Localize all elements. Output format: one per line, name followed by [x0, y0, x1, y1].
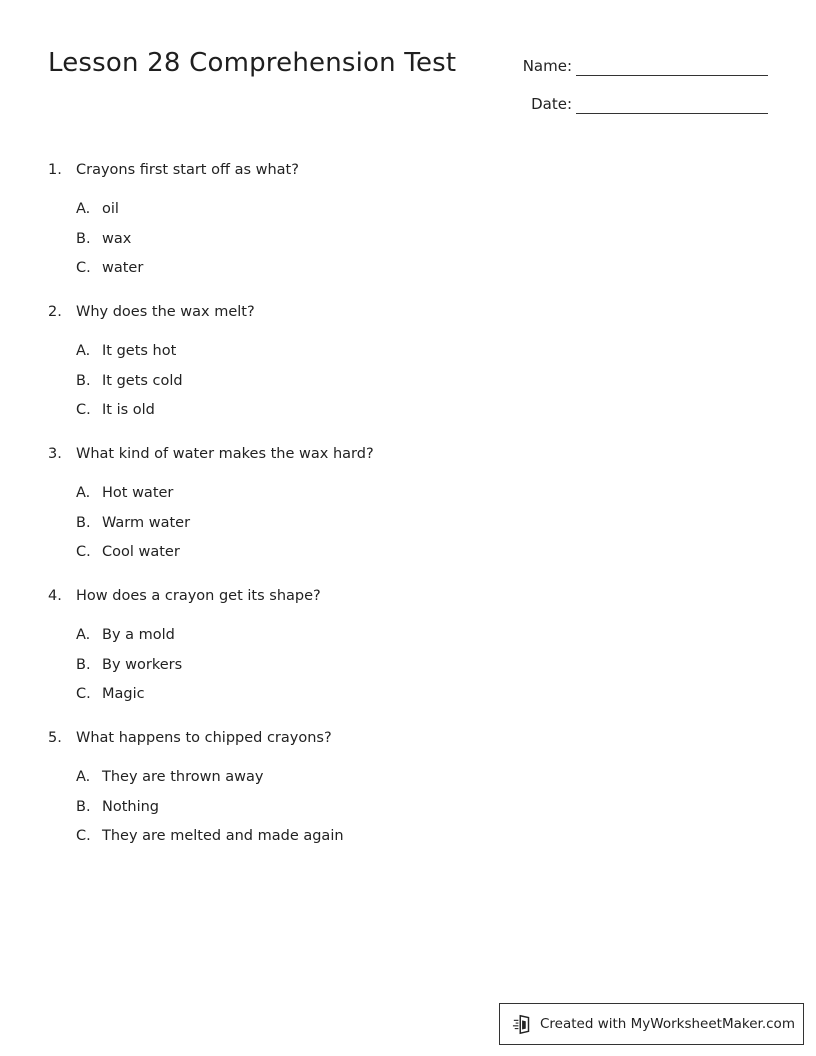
answer-choice: [48, 684, 748, 704]
choice-text: Nothing: [102, 798, 160, 815]
name-blank-line: [576, 54, 768, 76]
choice-letter: B.: [76, 798, 91, 815]
choice-text: It gets cold: [102, 372, 183, 389]
question-stem: [48, 726, 748, 750]
choice-letter: B.: [76, 230, 91, 247]
answer-choices: [48, 625, 748, 704]
answer-choice: [48, 258, 748, 278]
question-stem: [48, 158, 748, 182]
date-label: Date:: [531, 95, 572, 113]
choice-text: Hot water: [102, 485, 174, 501]
choice-letter: A.: [76, 769, 91, 785]
answer-choice: [48, 371, 748, 391]
question-number: 1.: [48, 162, 62, 178]
choice-text: oil: [102, 201, 119, 217]
choice-letter: A.: [76, 485, 91, 501]
question-text: Crayons first start off as what?: [76, 162, 299, 178]
choice-text: It is old: [102, 402, 155, 418]
answer-choice: [48, 767, 748, 787]
question-stem: [48, 584, 748, 608]
choice-text: Warm water: [102, 514, 191, 531]
answer-choice: [48, 655, 748, 675]
answer-choice: [48, 826, 748, 846]
choice-text: Cool water: [102, 544, 180, 560]
choice-letter: C.: [76, 686, 91, 702]
answer-choices: [48, 341, 748, 420]
question: [48, 158, 748, 278]
footer-credit-badge[interactable]: [499, 1003, 804, 1045]
worksheet-maker-logo-icon: [512, 1013, 534, 1035]
choice-text: It gets hot: [102, 343, 177, 359]
choice-text: wax: [102, 230, 132, 247]
choice-letter: A.: [76, 627, 91, 643]
choice-letter: C.: [76, 828, 91, 844]
question-stem: [48, 300, 748, 324]
choice-text: By a mold: [102, 627, 175, 643]
question-number: 5.: [48, 730, 62, 746]
choice-text: water: [102, 260, 144, 276]
answer-choice: [48, 483, 748, 503]
answer-choice: [48, 341, 748, 361]
page-title: Lesson 28 Comprehension Test: [48, 48, 457, 78]
choice-letter: B.: [76, 656, 91, 673]
question: [48, 442, 748, 562]
question-list: [48, 158, 748, 868]
date-field: [500, 90, 768, 114]
question: [48, 300, 748, 420]
answer-choices: [48, 483, 748, 562]
footer-credit-text: Created with MyWorksheetMaker.com: [540, 1016, 795, 1032]
question-text: Why does the wax melt?: [76, 304, 255, 320]
question-number: 4.: [48, 588, 62, 604]
question-stem: [48, 442, 748, 466]
choice-text: They are melted and made again: [102, 828, 344, 844]
answer-choices: [48, 767, 748, 846]
question-number: 3.: [48, 446, 62, 462]
choice-letter: C.: [76, 260, 91, 276]
question: [48, 584, 748, 704]
choice-letter: A.: [76, 201, 91, 217]
answer-choice: [48, 542, 748, 562]
question: [48, 726, 748, 846]
question-text: What happens to chipped crayons?: [76, 730, 332, 746]
question-text: What kind of water makes the wax hard?: [76, 446, 374, 462]
answer-choices: [48, 199, 748, 278]
question-text: How does a crayon get its shape?: [76, 588, 321, 604]
question-number: 2.: [48, 304, 62, 320]
answer-choice: [48, 513, 748, 533]
answer-choice: [48, 199, 748, 219]
date-blank-line: [576, 92, 768, 114]
name-label: Name:: [522, 57, 572, 75]
choice-text: By workers: [102, 656, 183, 673]
answer-choice: [48, 625, 748, 645]
name-field: [500, 52, 768, 76]
choice-text: Magic: [102, 686, 145, 702]
answer-choice: [48, 400, 748, 420]
answer-choice: [48, 797, 748, 817]
choice-letter: C.: [76, 402, 91, 418]
choice-letter: B.: [76, 372, 91, 389]
choice-text: They are thrown away: [102, 769, 264, 785]
choice-letter: B.: [76, 514, 91, 531]
choice-letter: C.: [76, 544, 91, 560]
choice-letter: A.: [76, 343, 91, 359]
answer-choice: [48, 229, 748, 249]
